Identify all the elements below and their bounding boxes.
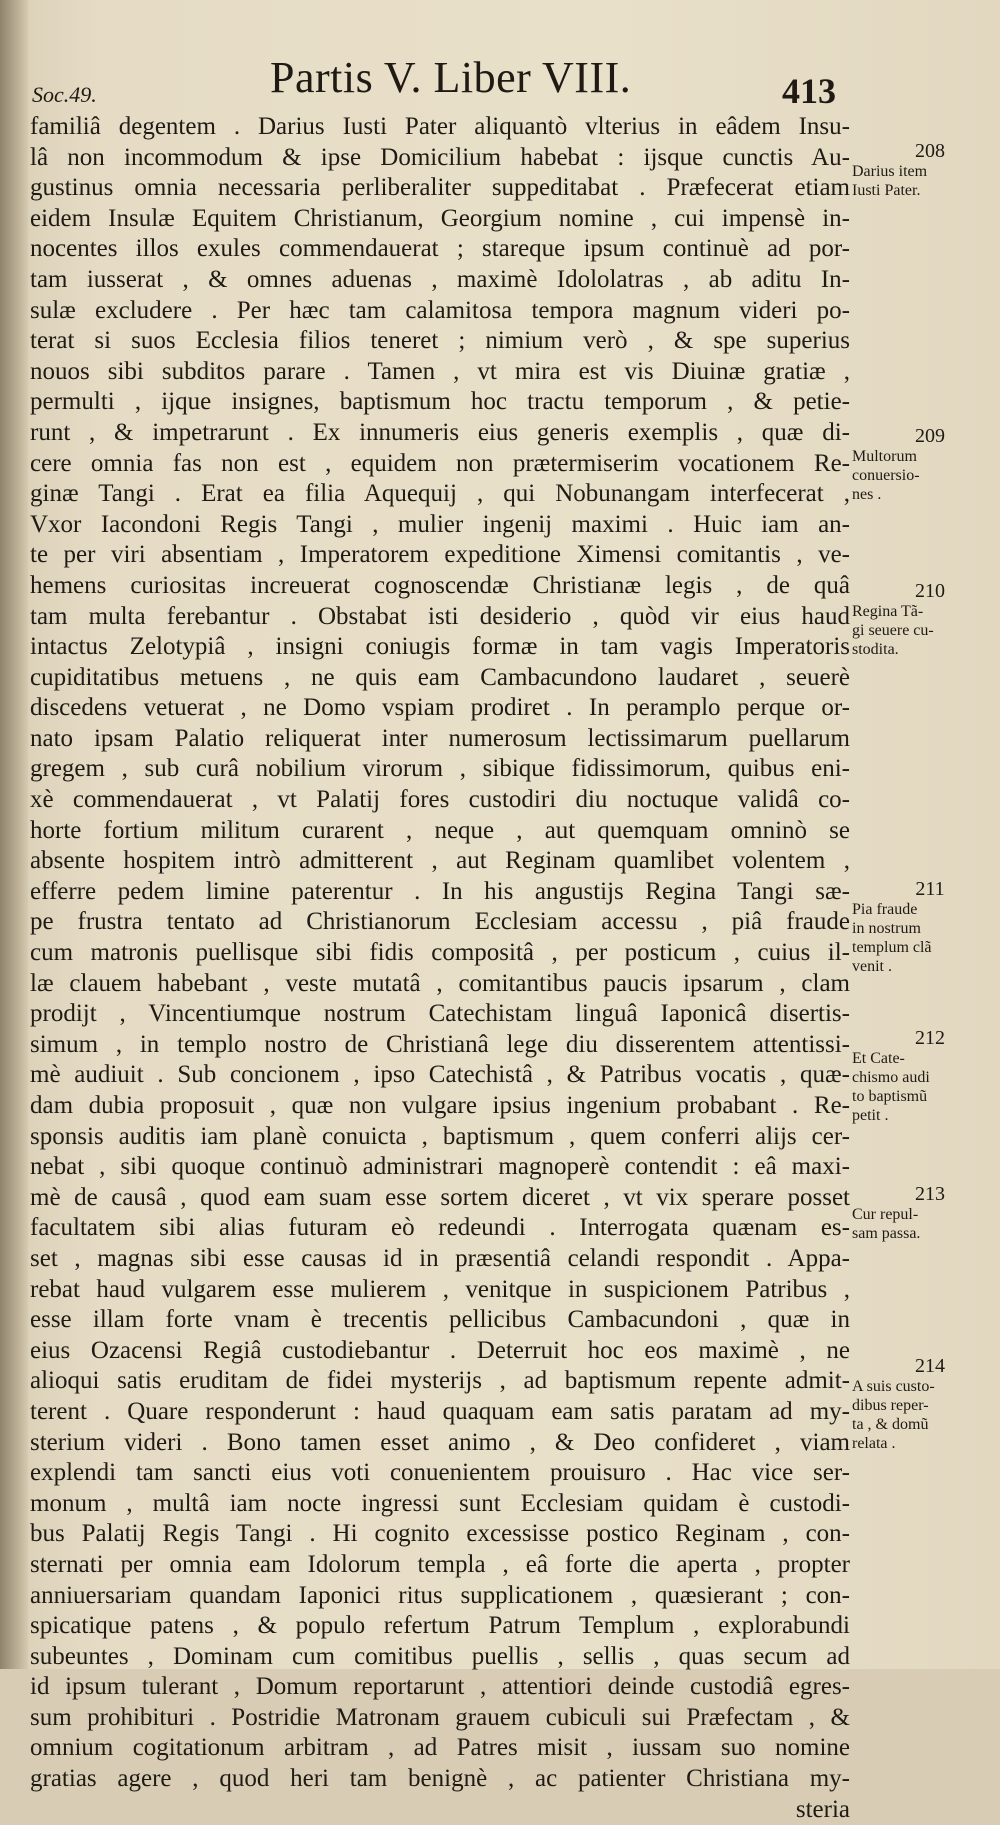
text-line: xè commendauerat , vt Palatij fores custodiri diu noctuque validâ co- <box>30 786 850 814</box>
marginal-note-line: templum clã <box>852 939 932 956</box>
text-line: bus Palatij Regis Tangi . Hi cognito excessisse postico Reginam , con- <box>30 1520 850 1548</box>
text-line: lâ non incommodum & ipse Domicilium habebat : ijsque cunctis Au- <box>30 143 850 171</box>
catchword: steria <box>795 1795 850 1823</box>
text-line: terent . Quare responderunt : haud quaquam eam satis paratam ad my- <box>30 1397 850 1425</box>
text-line: anniuersariam quandam Iaponici ritus supplicationem , quæsierant ; con- <box>30 1581 850 1609</box>
text-line: alioqui satis eruditam de fidei mysterijs , ad baptismum repente admit- <box>30 1367 850 1395</box>
text-line: explendi tam sancti eius voti conuenientem prouisuro . Hac vice ser- <box>30 1459 850 1487</box>
text-line: mè audiuit . Sub concionem , ipso Catechistâ , & Patribus vocatis , quæ- <box>30 1061 850 1089</box>
signature-mark: Soc.49. <box>32 82 97 107</box>
marginal-note-line: venit . <box>852 958 892 975</box>
marginal-note <box>852 1355 998 1453</box>
text-line: familiâ degentem . Darius Iusti Pater aliquantò vlterius in eâdem Insu- <box>30 113 850 140</box>
text-line: subeuntes , Dominam cum comitibus puellis , sellis , quas secum ad <box>30 1642 850 1670</box>
text-line: cupiditatibus metuens , ne quis eam Cambacundono laudaret , seuerè <box>30 663 850 691</box>
text-line: efferre pedem limine paterentur . In his angustijs Regina Tangi sæ- <box>30 877 850 905</box>
text-line: mè de causâ , quod eam suam esse sortem diceret , vt vix sperare posset <box>30 1183 850 1211</box>
marginal-note-line: to baptismũ <box>852 1088 928 1105</box>
marginal-note-line: ta , & domũ <box>852 1416 929 1433</box>
text-line: Vxor Iacondoni Regis Tangi , mulier ingenij maximi . Huic iam an- <box>30 510 850 538</box>
text-line: spicatique patens , & populo refertum Patrum Templum , explorabundi <box>30 1612 850 1640</box>
text-line: set , magnas sibi esse causas id in præsentiâ celandi respondit . Appa- <box>30 1244 850 1272</box>
text-line: sternati per omnia eam Idolorum templa , eâ forte die aperta , propter <box>30 1550 850 1578</box>
text-line: sum prohibituri . Postridie Matronam grauem cubiculi sui Præfectam , & <box>30 1703 850 1731</box>
text-line: ginæ Tangi . Erat ea filia Aquequij , qui Nobunangam interfecerat , <box>30 480 850 508</box>
text-line: gregem , sub curâ nobilium virorum , sibique fidissimorum, quibus eni- <box>30 755 850 783</box>
text-line: nocentes illos exules commendauerat ; stareque ipsum continuè ad por- <box>30 235 850 263</box>
text-line: absente hospitem intrò admitterent , aut Reginam quamlibet volentem , <box>30 847 850 875</box>
text-line: omnium cogitationum arbitram , ad Patres misit , iussam suo nomine <box>30 1734 850 1762</box>
text-line: dam dubia proposuit , quæ non vulgare ipsius ingenium probabant . Re- <box>30 1092 850 1119</box>
text-line: læ clauem habebant , veste mutatâ , comitantibus paucis ipsarum , clam <box>30 969 850 997</box>
text-line: id ipsum tulerant , Domum reportarunt , attentiori deinde custodiâ egres- <box>30 1673 850 1701</box>
marginal-note-line: sam passa. <box>852 1225 921 1242</box>
marginal-note-line: Regina Tã- <box>852 603 924 620</box>
text-line: esse illam forte vnam è trecentis pellicibus Cambacundoni , quæ in <box>30 1306 850 1334</box>
text-line: cum matronis puellisque sibi fidis compositâ , per posticum , cuius il- <box>30 939 850 967</box>
marginal-note-line: A suis custo- <box>852 1378 935 1395</box>
text-line: simum , in templo nostro de Christianâ lege diu disserentem attentissi- <box>30 1030 850 1058</box>
text-line: cere omnia fas non est , equidem non prætermiserim vocationem Re- <box>30 449 850 477</box>
text-line: te per viri absentiam , Imperatorem expeditione Ximensi comitantis , ve- <box>30 541 850 569</box>
marginal-note-line: nes . <box>852 486 882 503</box>
text-line: sponsis auditis iam planè conuicta , baptismum , quem conferri alijs cer- <box>30 1122 850 1150</box>
marginal-note-line: Et Cate- <box>852 1050 905 1067</box>
text-line: rebat haud vulgarem esse mulierem , venitque in suspicionem Patribus , <box>30 1275 850 1303</box>
text-line: gratias agere , quod heri tam benignè , ac patienter Christiana my- <box>30 1765 850 1793</box>
body-text <box>30 112 850 1825</box>
text-line: eius Ozacensi Regiâ custodiebantur . Deterruit hoc eos maximè , ne <box>30 1336 850 1364</box>
book-gutter <box>0 0 28 1669</box>
marginal-note-number: 213 <box>915 1183 945 1205</box>
marginal-note-number: 211 <box>915 878 945 900</box>
marginal-note <box>852 1027 998 1125</box>
text-line: nouos sibi subditos parare . Tamen , vt mira est vis Diuinæ gratiæ , <box>30 357 850 385</box>
text-line: hemens curiositas increuerat cognoscendæ Christianæ legis , de quâ <box>30 571 850 599</box>
marginal-note-line: Multorum <box>852 448 917 465</box>
page-number: 413 <box>782 71 836 111</box>
text-line: horte fortium militum curarent , neque , aut quemquam omninò se <box>30 816 850 844</box>
marginal-note-line: petit . <box>852 1107 889 1124</box>
text-line: eidem Insulæ Equitem Christianum, Georgium nomine , cui impensè in- <box>30 204 850 232</box>
text-line: prodijt , Vincentiumque nostrum Catechistam linguâ Iaponicâ disertis- <box>30 1000 850 1028</box>
marginal-note-line: relata . <box>852 1435 896 1452</box>
text-line: facultatem sibi alias futuram eò redeundi . Interrogata quænam es- <box>30 1214 850 1242</box>
text-line: pe frustra tentato ad Christianorum Ecclesiam accessu , piâ fraude <box>30 908 850 936</box>
marginal-note-line: Darius item <box>852 163 928 180</box>
page-header <box>0 48 1000 111</box>
marginal-note-line: Iusti Pater. <box>852 182 921 199</box>
marginal-note-line: stodita. <box>852 641 899 658</box>
marginal-note-line: Cur repul- <box>852 1206 919 1223</box>
text-line: sterium videri . Bono tamen esset animo , & Deo confideret , viam <box>30 1428 850 1456</box>
marginal-note <box>852 425 998 504</box>
text-line: tam iusserat , & omnes aduenas , maximè Idololatras , ab aditu In- <box>30 265 850 293</box>
marginal-note <box>852 580 998 659</box>
text-line: monum , multâ iam nocte ingressi sunt Ecclesiam quidam è custodi- <box>30 1489 850 1517</box>
marginal-note-line: in nostrum <box>852 920 921 937</box>
text-line: nato ipsam Palatio reliquerat inter numerosum lectissimarum puellarum <box>30 724 850 752</box>
marginal-note-line: Pia fraude <box>852 901 918 918</box>
marginal-note-number: 210 <box>915 580 945 602</box>
text-line: gustinus omnia necessaria perliberaliter suppeditabat . Præfecerat etiam <box>30 174 850 202</box>
marginal-note-number: 208 <box>915 140 945 162</box>
marginal-note-number: 212 <box>915 1027 945 1049</box>
text-line: sulæ excludere . Per hæc tam calamitosa tempora magnum videri po- <box>30 296 850 324</box>
text-line: permulti , ijque insignes, baptismum hoc tractu temporum , & petie- <box>30 388 850 416</box>
marginal-note-number: 209 <box>915 425 945 447</box>
marginal-note <box>852 878 998 976</box>
text-line: intactus Zelotypiâ , insigni coniugis formæ in tam vagis Imperatoris <box>30 633 850 661</box>
marginal-note <box>852 1183 998 1243</box>
text-line: nebat , sibi quoque continuò administrari magnoperè contendit : eâ maxi- <box>30 1153 850 1181</box>
marginal-note <box>852 140 998 200</box>
page-title: Partis V. Liber VIII. <box>270 53 632 102</box>
text-line: discedens vetuerat , ne Domo vspiam prodiret . In peramplo perque or- <box>30 694 850 722</box>
marginal-note-line: chismo audi <box>852 1069 930 1086</box>
marginal-note-line: dibus reper- <box>852 1397 929 1414</box>
marginal-note-line: gi seuere cu- <box>852 622 934 639</box>
marginal-note-line: conuersio- <box>852 467 920 484</box>
text-line: runt , & impetrarunt . Ex innumeris eius generis exemplis , quæ di- <box>30 418 850 446</box>
marginal-note-number: 214 <box>915 1355 945 1377</box>
text-line: tam multa ferebantur . Obstabat isti desiderio , quòd vir eius haud <box>30 602 850 630</box>
text-line: terat si suos Ecclesia filios teneret ; nimium verò , & spe superius <box>30 327 850 355</box>
